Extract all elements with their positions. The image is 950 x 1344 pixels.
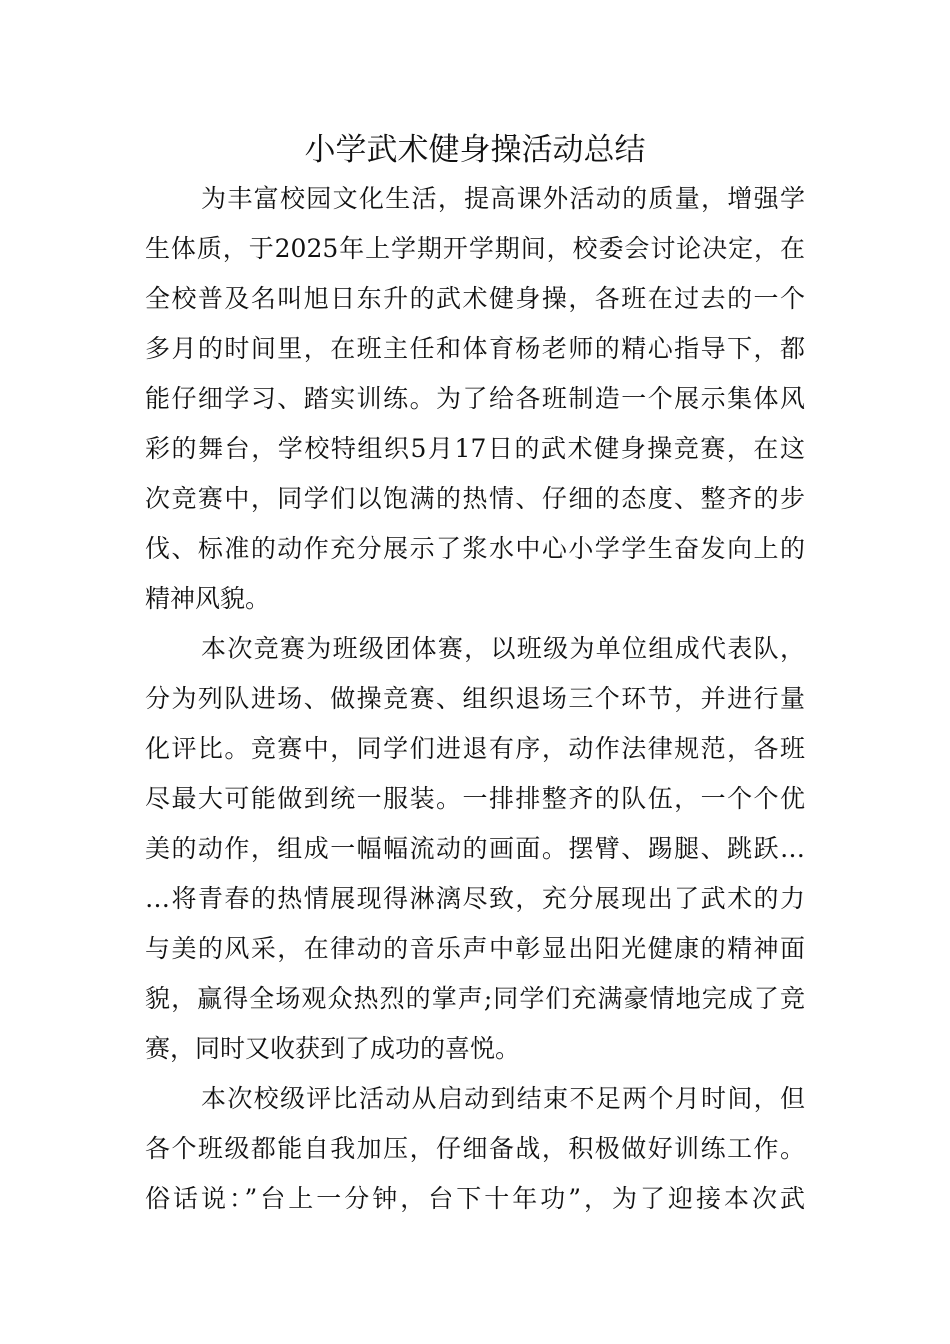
document-title: 小学武术健身操活动总结	[304, 132, 646, 168]
paragraph-2-line-6: …将青春的热情展现得淋漓尽致，充分展现出了武术的力	[145, 884, 805, 913]
paragraph-2-line-3: 化评比。竞赛中，同学们进退有序，动作法律规范，各班	[145, 734, 805, 763]
paragraph-1-line-7: 次竞赛中，同学们以饱满的热情、仔细的态度、整齐的步	[145, 484, 805, 513]
paragraph-2-line-1: 本次竞赛为班级团体赛，以班级为单位组成代表队，	[201, 634, 805, 663]
paragraph-1-line-6: 彩的舞台，学校特组织5月17日的武术健身操竞赛，在这	[145, 434, 805, 463]
paragraph-3-line-3: 俗话说：”台上一分钟，台下十年功”，为了迎接本次武	[145, 1184, 805, 1213]
paragraph-1-line-9: 精神风貌。	[145, 584, 271, 613]
paragraph-1-line-3: 全校普及名叫旭日东升的武术健身操，各班在过去的一个	[145, 284, 805, 313]
paragraph-1-line-5: 能仔细学习、踏实训练。为了给各班制造一个展示集体风	[145, 384, 805, 413]
paragraph-1-line-8: 伐、标准的动作充分展示了浆水中心小学学生奋发向上的	[145, 534, 805, 563]
paragraph-3-line-1: 本次校级评比活动从启动到结束不足两个月时间，但	[201, 1084, 805, 1113]
paragraph-2-line-4: 尽最大可能做到统一服装。一排排整齐的队伍，一个个优	[145, 784, 805, 813]
paragraph-3-line-2: 各个班级都能自我加压，仔细备战，积极做好训练工作。	[145, 1134, 805, 1163]
paragraph-1-line-2: 生体质，于2025年上学期开学期间，校委会讨论决定，在	[145, 234, 805, 263]
paragraph-1-line-4: 多月的时间里，在班主任和体育杨老师的精心指导下，都	[145, 334, 805, 363]
paragraph-2-line-8: 貌，赢得全场观众热烈的掌声;同学们充满豪情地完成了竞	[145, 984, 805, 1013]
paragraph-2-line-2: 分为列队进场、做操竞赛、组织退场三个环节，并进行量	[145, 684, 805, 713]
paragraph-2-line-9: 赛，同时又收获到了成功的喜悦。	[145, 1034, 521, 1063]
paragraph-2-line-5: 美的动作，组成一幅幅流动的画面。摆臂、踢腿、跳跃…	[145, 834, 805, 863]
paragraph-2-line-7: 与美的风采，在律动的音乐声中彰显出阳光健康的精神面	[145, 934, 805, 963]
paragraph-1-line-1: 为丰富校园文化生活，提高课外活动的质量，增强学	[201, 184, 805, 213]
